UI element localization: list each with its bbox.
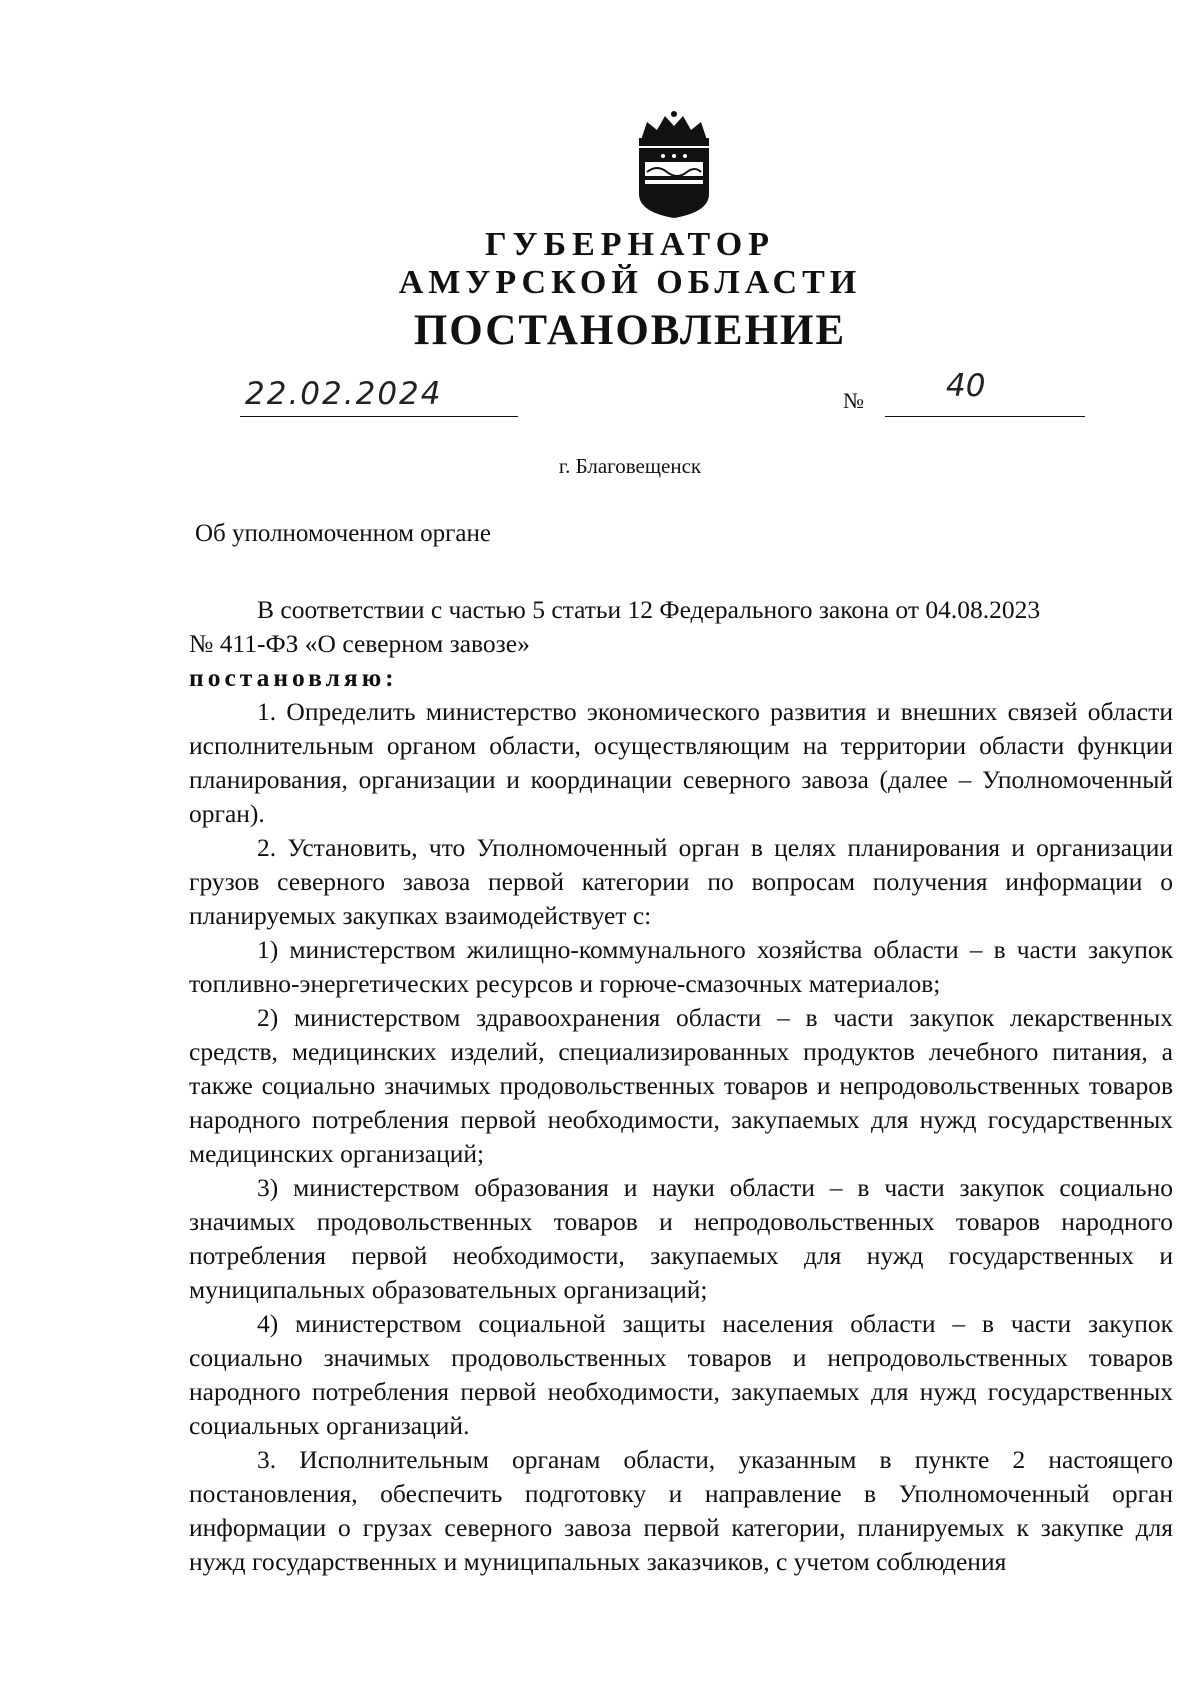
- number-underline: [885, 416, 1085, 417]
- clause-2: 2. Установить, что Уполномоченный орган в целях планирования и организации грузов северного завоза первой категории по вопросам получения информации о планируемых закупках взаимодействует с:: [189, 833, 1173, 930]
- handwritten-number: 40: [946, 368, 986, 404]
- handwritten-date: 22.02.2024: [245, 376, 443, 412]
- clause-2-item-2: 2) министерством здравоохранения области – в части закупок лекарственных средств, медицинских изделий, специализированных продуктов лечебного питания, а также социально значимых продовольственных товаров и непродовольственных товаров народного потребления первой необходимости, закупаемых для нужд государственных медицинских организаций;: [189, 1003, 1173, 1168]
- clause-1: 1. Определить министерство экономического развития и внешних связей области исполнительным органом области, осуществляющим на территории области функции планирования, организации и координации северного завоза (далее – Уполномоченный орган).: [189, 697, 1173, 828]
- clause-2-item-4: 4) министерством социальной защиты населения области – в части закупок социально значимых продовольственных товаров и непродовольственных товаров народного потребления первой необходимости, закупаемых для нужд государственных социальных организаций.: [189, 1309, 1173, 1440]
- date-underline: [240, 416, 518, 417]
- document-type-title: ПОСТАНОВЛЕНИЕ: [413, 307, 847, 354]
- clause-3: 3. Исполнительным органам области, указанным в пункте 2 настоящего постановления, обеспечить подготовку и направление в Уполномоченный орган информации о грузах северного завоза первой категории, планируемых к закупке для нужд государственных и муниципальных заказчиков, с учетом соблюдения: [189, 1445, 1173, 1576]
- city-name: г. Благовещенск: [558, 454, 702, 478]
- preamble-continuation: № 411-ФЗ «О северном завозе»: [189, 629, 530, 658]
- clause-2-item-3: 3) министерством образования и науки области – в части закупок социально значимых продовольственных товаров и непродовольственных товаров народного потребления первой необходимости, закупаемых для нужд государственных и муниципальных образовательных организаций;: [189, 1173, 1173, 1304]
- header-region: АМУРСКОЙ ОБЛАСТИ: [398, 264, 862, 301]
- coat-of-arms-emblem: [633, 110, 715, 220]
- document-subject: Об уполномоченном органе: [195, 520, 491, 547]
- header-governor: ГУБЕРНАТОР: [485, 226, 775, 263]
- clause-2-item-1: 1) министерством жилищно-коммунального хозяйства области – в части закупок топливно-энергетических ресурсов и горюче-смазочных материалов;: [189, 935, 1173, 998]
- preamble-paragraph: В соответствии с частью 5 статьи 12 Федерального закона от 04.08.2023: [257, 595, 1041, 624]
- document-body: [189, 593, 1173, 1579]
- number-label: №: [843, 388, 864, 413]
- resolve-word: постановляю:: [189, 663, 398, 692]
